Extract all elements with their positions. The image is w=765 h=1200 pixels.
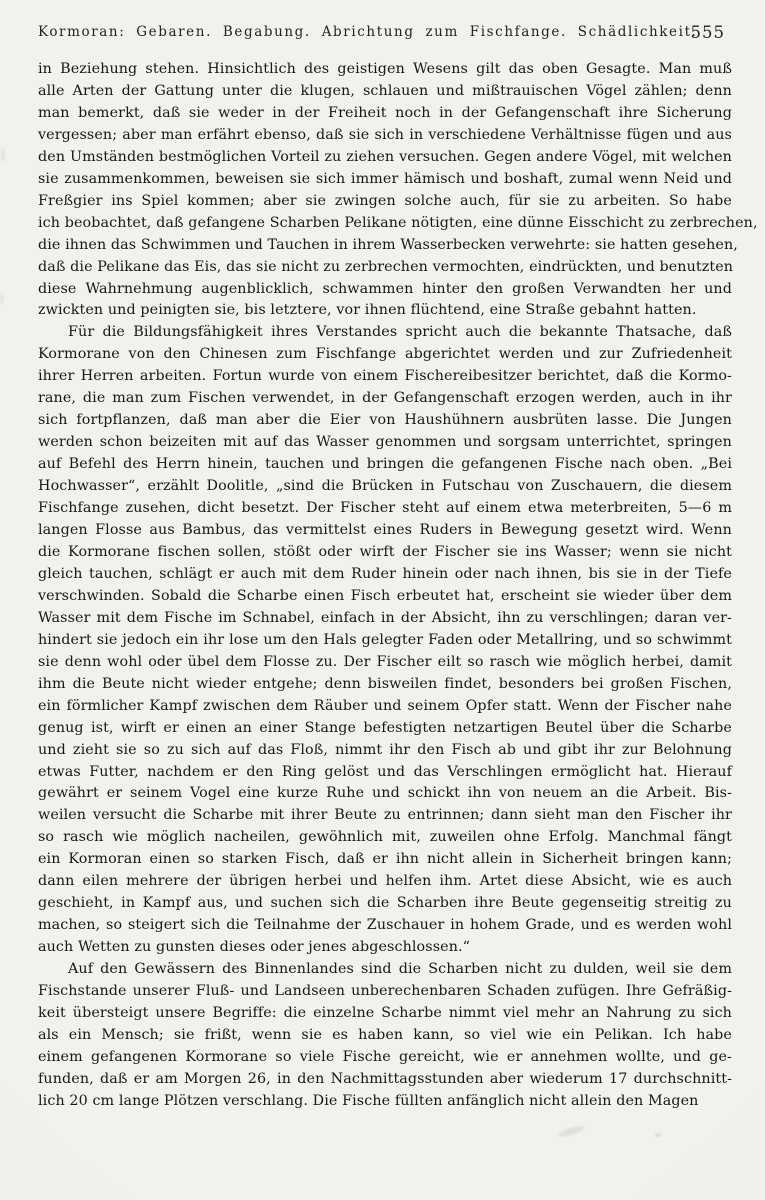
text-line: Fischfange zusehen, dicht besetzt. Der Fischer steht auf einem etwa meterbreiten, 5—6 m [38,500,732,517]
page-number: 555 [690,23,725,42]
text-line: vergessen; aber man erfährt ebenso, daß sie sich in verschiedene Verhältnisse fügen und aus [38,126,732,143]
text-line: Für die Bildungsfähigkeit ihres Verstandes spricht auch die bekannte Thatsache, daß [68,324,732,341]
text-line: sich fortpflanzen, daß man aber die Eier von Haushühnern ausbrüten lasse. Die Jungen [38,412,732,429]
text-line: und zieht sie so zu sich auf das Floß, nimmt ihr den Fisch ab und gibt ihr zur Belohnung [38,741,732,758]
text-line: Freßgier ins Spiel kommen; aber sie zwingen solche auch, für sie zu arbeiten. So habe [38,192,732,209]
text-line: auch Wetten zu gunsten dieses oder jenes abgeschlossen.“ [38,939,471,956]
text-line: diese Wahrnehmung augenblicklich, schwammen hinter den großen Verwandten her und [38,280,732,297]
text-line: langen Flosse aus Bambus, das vermittelst eines Ruders in Bewegung gesetzt wird. Wenn [38,522,732,539]
text-line: die ihnen das Schwimmen und Tauchen in ihrem Wasserbecken verwehrte: sie hatten gesehen, [38,236,738,253]
paragraph [38,59,758,322]
paper-speck [0,292,4,304]
text-line: gewährt er seinem Vogel eine kurze Ruhe und schickt ihn von neuem an die Arbeit. Bis- [38,785,732,802]
text-line: gleich tauchen, schlägt er auch mit dem Ruder hinein oder nach ihnen, bis sie in der Tiefe [38,565,732,582]
text-line: den Umständen bestmöglichen Vorteil zu ziehen versuchen. Gegen andere Vögel, mit welchen [38,148,732,165]
text-line: so rasch wie möglich nacheilen, gewöhnlich mit, zuweilen ohne Erfolg. Manchmal fängt [38,829,732,846]
text-line: Fischstande unserer Fluß- und Landseen unberechenbaren Schaden zufügen. Ihre Gefräßig- [38,983,732,1000]
text-column [38,59,758,1113]
text-line: sie zusammenkommen, beweisen sie sich immer hämisch und boshaft, zumal wenn Neid und [38,170,732,187]
text-line: etwas Futter, nachdem er den Ring gelöst und das Verschlingen ermöglicht hat. Hierauf [38,763,732,780]
text-line: keit übersteigt unsere Begriffe: die einzelne Scharbe nimmt viel mehr an Nahrung zu sich [38,1004,732,1021]
paragraph [38,322,732,959]
text-line: Wasser mit dem Fische im Schnabel, einfach in der Absicht, ihn zu verschlingen; daran ver- [38,609,732,626]
paragraph [38,959,732,1113]
text-line: einem gefangenen Kormorane so viele Fische gereicht, wie er annehmen wollte, und ge- [38,1048,732,1065]
text-line: ein Kormoran einen so starken Fisch, daß er ihn nicht allein in Sicherheit bringen kann; [38,851,732,868]
text-line: in Beziehung stehen. Hinsichtlich des geistigen Wesens gilt das oben Gesagte. Man muß [38,61,732,77]
text-line: werden schon beizeiten mit auf das Wasser genommen und sorgsam unterrichtet, springen [38,434,732,451]
text-line: alle Arten der Gattung unter die klugen, schlauen und mißtrauischen Vögel zählen; denn [38,82,732,99]
text-line: sie denn wohl oder übel dem Flosse zu. Der Fischer eilt so rasch wie möglich herbei, damit [38,653,732,670]
text-line: dann eilen mehrere der übrigen herbei und helfen ihm. Artet diese Absicht, wie es auch [38,873,732,890]
text-line: man bemerkt, daß sie weder in der Freiheit noch in der Gefangenschaft ihre Sicherung [38,104,732,121]
text-line: machen, so steigert sich die Teilnahme der Zuschauer in hohem Grade, und es werden wohl [38,917,732,934]
text-line: funden, daß er am Morgen 26, in den Nachmittagsstunden aber wiederum 17 durchschnitt- [38,1070,732,1087]
text-line: genug ist, wirft er einen an einer Stange befestigten netzartigen Beutel über die Scharbe [38,719,732,736]
text-line: weilen versucht die Scharbe mit ihrer Beute zu entrinnen; dann sieht man den Fischer ihr [38,807,732,824]
paper-smudge [558,1124,585,1139]
running-head-title: Kormoran: Gebaren. Begabung. Abrichtung zum Fischfange. Schädlichkeit. [38,24,698,40]
page-header [38,24,727,48]
text-line: geschieht, in Kampf aus, und suchen sich die Scharben ihre Beute gegenseitig streitig zu [38,895,732,912]
text-line: Auf den Gewässern des Binnenlandes sind die Scharben nicht zu dulden, weil sie dem [68,961,732,978]
text-line: ihm die Beute nicht wieder entgehe; denn bisweilen findet, besonders bei großen Fischen, [38,675,732,692]
text-line: rane, die man zum Fischen verwendet, in der Gefangenschaft erzogen werden, auch in ihr [38,390,732,407]
text-line: lich 20 cm lange Plötzen verschlang. Die Fische füllten anfänglich nicht allein den Magen [38,1092,699,1109]
text-line: auf Befehl des Herrn hinein, tauchen und bringen die gefangenen Fische nach oben. „Bei [38,456,732,473]
text-line: hindert sie jedoch ein ihr lose um den Hals gelegter Faden oder Metallring, und so schwimmt [38,631,732,648]
text-line: als ein Mensch; sie frißt, wenn sie es haben kann, so viel wie ein Pelikan. Ich habe [38,1026,732,1043]
text-line: Kormorane von den Chinesen zum Fischfange abgerichtet werden und zur Zufriedenheit [38,346,732,363]
paper-speck [655,1133,661,1137]
text-line: verschwinden. Sobald die Scharbe einen Fisch erbeutet hat, erscheint sie wieder über dem [38,587,732,604]
text-line: zwickten und peinigten sie, bis letztere, vor ihnen flüchtend, eine Straße gebahnt hatten. [38,302,697,319]
paper-speck [1,148,5,162]
text-line: die Kormorane fischen sollen, stößt oder wirft der Fischer sie ins Wasser; wenn sie nicht [38,543,732,560]
text-line: Hochwasser“, erzählt Doolitle, „sind die Brücken in Futschau von Zuschauern, die diesem [38,478,732,495]
text-line: ein förmlicher Kampf zwischen dem Räuber und seinem Opfer statt. Wenn der Fischer nahe [38,697,732,714]
text-line: ihrer Herren arbeiten. Fortun wurde von einem Fischereibesitzer berichtet, daß die Kormo- [38,368,732,385]
text-line: daß die Pelikane das Eis, das sie nicht zu zerbrechen vermochten, eindrückten, und benutzten [38,258,734,275]
text-line: ich beobachtet, daß gefangene Scharben Pelikane nötigten, eine dünne Eisschicht zu zerbrechen, [38,214,758,231]
